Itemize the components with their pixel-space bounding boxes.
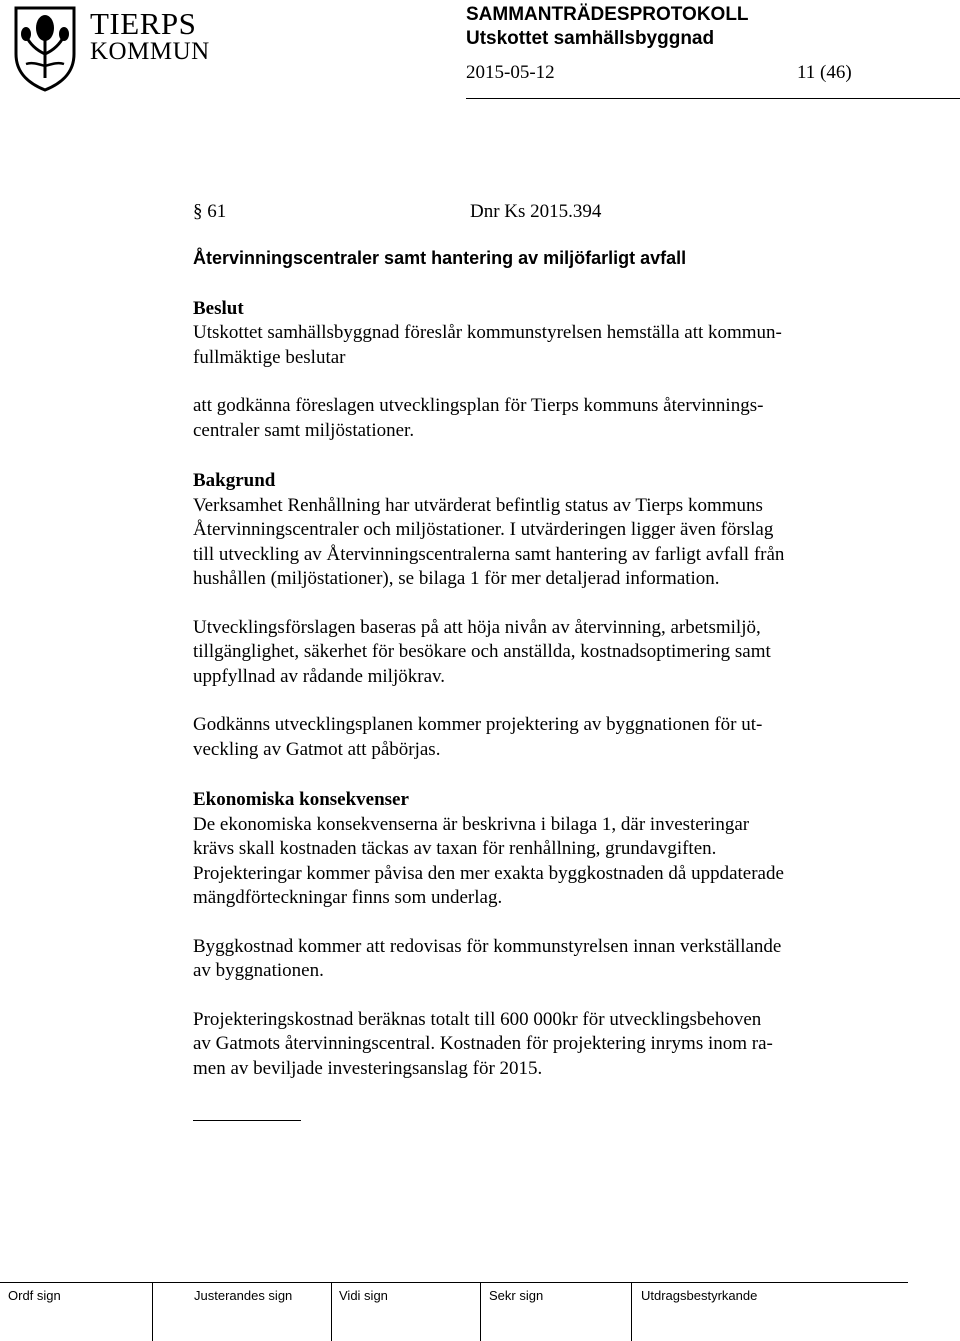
beslut-line: fullmäktige beslutar	[193, 346, 346, 368]
footer-utdragsbestyrkande: Utdragsbestyrkande	[641, 1288, 758, 1303]
ekonomi-line: men av beviljade investeringsanslag för 2015.	[193, 1057, 543, 1079]
coat-of-arms-icon	[12, 4, 78, 92]
bakgrund-heading: Bakgrund	[193, 470, 276, 491]
document-type-title: SAMMANTRÄDESPROTOKOLL	[466, 4, 749, 25]
bakgrund-line: uppfyllnad av rådande miljökrav.	[193, 665, 446, 687]
section-number: § 61	[193, 201, 227, 222]
end-of-item-rule	[193, 1120, 301, 1121]
ekonomi-line: av Gatmots återvinningscentral. Kostnaden för projektering inryms inom ra-	[193, 1033, 773, 1054]
bakgrund-line: Utvecklingsförslagen baseras på att höja nivån av återvinning, arbetsmiljö,	[193, 616, 761, 638]
item-reference-line	[193, 200, 853, 228]
meeting-date: 2015-05-12	[466, 62, 555, 83]
page-number: 11 (46)	[797, 62, 852, 83]
bakgrund-line: Godkänns utvecklingsplanen kommer projektering av byggnationen för ut-	[193, 714, 763, 735]
bakgrund-line: Verksamhet Renhållning har utvärderat befintlig status av Tierps kommuns	[193, 494, 763, 516]
logo-line-kommun: KOMMUN	[90, 38, 210, 65]
ekonomi-line: Projekteringskostnad beräknas totalt till 600 000kr för utvecklingsbehoven	[193, 1008, 762, 1030]
bakgrund-line: tillgänglighet, säkerhet för besökare och anställda, kostnadsoptimering samt	[193, 641, 771, 662]
ekonomi-line: krävs skall kostnaden täckas av taxan för renhållning, grundavgiften.	[193, 838, 717, 859]
bakgrund-line: hushållen (miljöstationer), se bilaga 1 för mer detaljerad information.	[193, 568, 720, 589]
footer-justerandes-sign: Justerandes sign	[194, 1288, 293, 1303]
ekonomi-line: De ekonomiska konsekvenserna är beskrivna i bilaga 1, där investeringar	[193, 813, 750, 835]
beslut-heading: Beslut	[193, 297, 244, 319]
decision-line: att godkänna föreslagen utvecklingsplan för Tierps kommuns återvinnings-	[193, 395, 764, 416]
ekonomi-line: av byggnationen.	[193, 960, 324, 981]
bakgrund-line: Återvinningscentraler och miljöstationer. I utvärderingen ligger även förslag	[193, 519, 774, 540]
ekonomi-line: mängdförteckningar finns som underlag.	[193, 887, 503, 908]
item-heading: Återvinningscentraler samt hantering av miljöfarligt avfall	[193, 248, 687, 268]
ekonomi-line: Projekteringar kommer påvisa den mer exakta byggkostnaden då uppdaterade	[193, 862, 784, 884]
tierps-kommun-logo	[12, 4, 222, 96]
decision-line: centraler samt miljöstationer.	[193, 419, 415, 441]
ekonomi-line: Byggkostnad kommer att redovisas för kommunstyrelsen innan verkställande	[193, 935, 782, 957]
footer-column-divider	[480, 1283, 481, 1341]
diary-number: Dnr Ks 2015.394	[470, 201, 602, 222]
footer-column-divider	[152, 1283, 153, 1341]
header-divider	[466, 98, 960, 99]
bakgrund-line: till utveckling av Återvinningscentralerna samt hantering av farligt avfall från	[193, 543, 785, 565]
logo-line-tierps: TIERPS	[90, 6, 197, 41]
footer-divider	[0, 1282, 908, 1283]
protocol-item	[193, 200, 853, 1081]
footer-sekr-sign: Sekr sign	[489, 1288, 544, 1303]
footer-column-divider	[331, 1283, 332, 1341]
footer-vidi-sign: Vidi sign	[339, 1288, 388, 1303]
beslut-line: Utskottet samhällsbyggnad föreslår kommunstyrelsen hemställa att kommun-	[193, 322, 782, 343]
ekonomi-heading: Ekonomiska konsekvenser	[193, 789, 409, 810]
footer-column-divider	[631, 1283, 632, 1341]
footer-ordf-sign: Ordf sign	[8, 1288, 61, 1303]
bakgrund-line: veckling av Gatmot att påbörjas.	[193, 738, 441, 760]
committee-name: Utskottet samhällsbyggnad	[466, 28, 715, 49]
